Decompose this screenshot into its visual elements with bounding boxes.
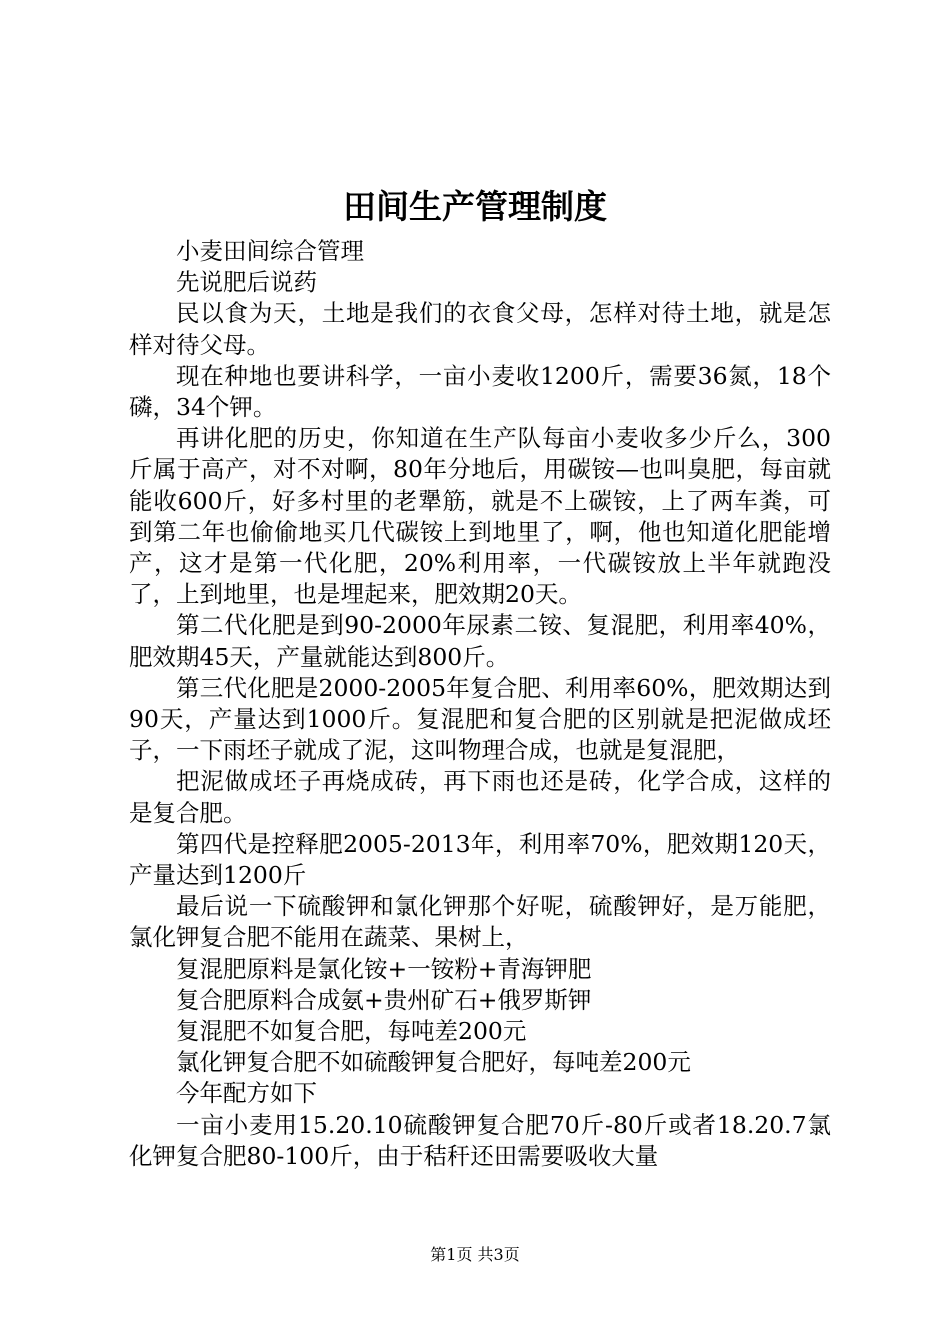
paragraph: 把泥做成坯子再烧成砖，再下雨也还是砖，化学合成，这样的是复合肥。 <box>129 767 831 827</box>
paragraph: 一亩小麦用15.20.10硫酸钾复合肥70斤-80斤或者18.20.7氯化钾复合肥80-100斤，由于秸秆还田需要吸收大量 <box>129 1110 831 1170</box>
paragraph: 最后说一下硫酸钾和氯化钾那个好呢，硫酸钾好，是万能肥，氯化钾复合肥不能用在蔬菜、果树上， <box>129 892 831 952</box>
paragraph: 现在种地也要讲科学，一亩小麦收1200斤，需要36氮，18个磷，34个钾。 <box>129 361 831 422</box>
paragraph: 第二代化肥是到90-2000年尿素二铵、复混肥，利用率40%，肥效期45天，产量就能达到800斤。 <box>129 611 831 671</box>
paragraph: 复合肥原料合成氨+贵州矿石+俄罗斯钾 <box>176 985 592 1014</box>
paragraph: 今年配方如下 <box>176 1079 317 1108</box>
paragraph: 复混肥不如复合肥，每吨差200元 <box>176 1017 527 1046</box>
paragraph: 复混肥原料是氯化铵+一铵粉+青海钾肥 <box>176 954 592 983</box>
paragraph: 氯化钾复合肥不如硫酸钾复合肥好，每吨差200元 <box>176 1048 691 1077</box>
paragraph: 民以食为天，土地是我们的衣食父母，怎样对待土地，就是怎样对待父母。 <box>129 299 831 359</box>
paragraph: 第四代是控释肥2005-2013年，利用率70%，肥效期120天，产量达到1200斤 <box>129 829 831 890</box>
paragraph: 再讲化肥的历史，你知道在生产队每亩小麦收多少斤么，300斤属于高产，对不对啊，80年分地后，用碳铵—也叫臭肥，每亩就能收600斤，好多村里的老犟筋，就是不上碳铵，上了两车粪，可到第二年也偷偷地买几代碳铵上到地里了，啊，他也知道化肥能增产，这才是第一代化肥，20%利用率，一代碳铵放上半年就跑没了，上到地里，也是埋起来，肥效期20天。 <box>129 424 831 609</box>
paragraph: 先说肥后说药 <box>176 268 317 297</box>
page-footer: 第1页 共3页 <box>430 1245 520 1264</box>
document-title: 田间生产管理制度 <box>343 187 607 226</box>
document-body <box>129 236 831 1172</box>
paragraph: 小麦田间综合管理 <box>176 237 364 265</box>
paragraph: 第三代化肥是2000-2005年复合肥、利用率60%，肥效期达到90天，产量达到1000斤。复混肥和复合肥的区别就是把泥做成坯子，一下雨坯子就成了泥，这叫物理合成，也就是复混肥， <box>129 673 831 765</box>
